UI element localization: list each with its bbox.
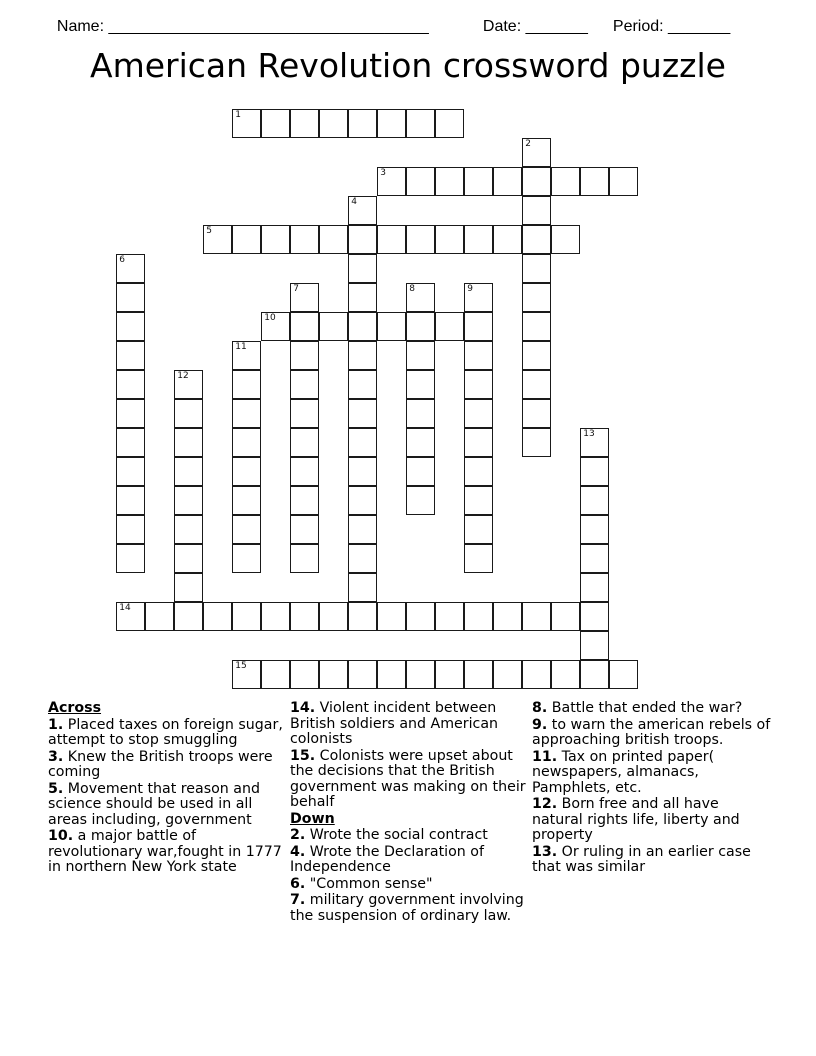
grid-cell[interactable] bbox=[290, 486, 319, 515]
grid-cell[interactable] bbox=[348, 196, 377, 225]
clue-text: Violent incident between British soldiers and American colonists bbox=[290, 700, 499, 747]
grid-cell[interactable] bbox=[319, 225, 348, 254]
grid-cell[interactable] bbox=[174, 602, 203, 631]
grid-cell[interactable] bbox=[551, 660, 580, 689]
grid-cell[interactable] bbox=[609, 660, 638, 689]
grid-cell[interactable] bbox=[580, 457, 609, 486]
across-heading: Across bbox=[48, 700, 102, 716]
grid-cell[interactable] bbox=[522, 283, 551, 312]
grid-cell[interactable] bbox=[232, 399, 261, 428]
clue-text: a major battle of revolutionary war,fought in 1777 in northern New York state bbox=[48, 828, 282, 875]
grid-cell[interactable] bbox=[580, 631, 609, 660]
grid-cell[interactable] bbox=[232, 544, 261, 573]
grid-cell[interactable] bbox=[377, 312, 406, 341]
grid-cell[interactable] bbox=[580, 660, 609, 689]
clue-across-10 bbox=[48, 829, 288, 876]
grid-cell[interactable] bbox=[319, 660, 348, 689]
grid-cell[interactable] bbox=[464, 515, 493, 544]
grid-cell[interactable] bbox=[232, 515, 261, 544]
grid-cell[interactable] bbox=[319, 312, 348, 341]
grid-cell[interactable] bbox=[116, 254, 145, 283]
clue-across-3 bbox=[48, 750, 288, 781]
grid-cell[interactable] bbox=[116, 312, 145, 341]
grid-cell[interactable] bbox=[232, 486, 261, 515]
grid-cell[interactable] bbox=[174, 399, 203, 428]
grid-cell[interactable] bbox=[232, 428, 261, 457]
period-header bbox=[604, 0, 730, 36]
grid-cell[interactable] bbox=[348, 283, 377, 312]
grid-cell[interactable] bbox=[551, 602, 580, 631]
grid-cell[interactable] bbox=[348, 225, 377, 254]
grid-cell[interactable] bbox=[522, 196, 551, 225]
grid-cell[interactable] bbox=[290, 660, 319, 689]
clue-down-9 bbox=[532, 718, 772, 749]
clue-text: Or ruling in an earlier case that was similar bbox=[532, 843, 751, 875]
clue-text: Placed taxes on foreign sugar, attempt to stop smuggling bbox=[48, 716, 283, 748]
grid-cell[interactable] bbox=[406, 602, 435, 631]
grid-cell[interactable] bbox=[348, 428, 377, 457]
clue-down-12 bbox=[532, 797, 772, 844]
clue-down-11 bbox=[532, 750, 772, 797]
clue-number: 2. bbox=[290, 827, 306, 843]
grid-cell[interactable] bbox=[116, 457, 145, 486]
grid-cell[interactable] bbox=[406, 428, 435, 457]
clue-text: Wrote the Declaration of Independence bbox=[290, 843, 484, 875]
grid-cell[interactable] bbox=[406, 486, 435, 515]
clue-text: to warn the american rebels of approaching british troops. bbox=[532, 716, 771, 748]
grid-cell[interactable] bbox=[406, 399, 435, 428]
grid-cell[interactable] bbox=[290, 515, 319, 544]
grid-cell[interactable] bbox=[493, 167, 522, 196]
grid-cell[interactable] bbox=[348, 660, 377, 689]
grid-cell[interactable] bbox=[464, 660, 493, 689]
grid-cell[interactable] bbox=[580, 544, 609, 573]
grid-cell[interactable] bbox=[232, 457, 261, 486]
grid-cell[interactable] bbox=[116, 341, 145, 370]
grid-cell[interactable] bbox=[522, 428, 551, 457]
grid-cell[interactable] bbox=[116, 602, 145, 631]
grid-cell[interactable] bbox=[348, 486, 377, 515]
grid-cell[interactable] bbox=[580, 167, 609, 196]
grid-cell[interactable] bbox=[348, 515, 377, 544]
grid-cell[interactable] bbox=[406, 167, 435, 196]
clue-number: 8. bbox=[532, 700, 548, 716]
grid-cell[interactable] bbox=[580, 428, 609, 457]
grid-cell[interactable] bbox=[348, 457, 377, 486]
grid-cell[interactable] bbox=[290, 312, 319, 341]
grid-cell[interactable] bbox=[116, 370, 145, 399]
grid-cell[interactable] bbox=[174, 515, 203, 544]
grid-cell[interactable] bbox=[551, 225, 580, 254]
grid-cell[interactable] bbox=[377, 660, 406, 689]
grid-cell[interactable] bbox=[203, 225, 232, 254]
grid-cell[interactable] bbox=[435, 660, 464, 689]
grid-cell[interactable] bbox=[406, 109, 435, 138]
clue-number: 4. bbox=[290, 843, 306, 860]
grid-cell[interactable] bbox=[116, 515, 145, 544]
grid-cell[interactable] bbox=[232, 660, 261, 689]
grid-cell[interactable] bbox=[580, 602, 609, 631]
grid-cell[interactable] bbox=[348, 544, 377, 573]
grid-cell[interactable] bbox=[493, 660, 522, 689]
grid-cell[interactable] bbox=[464, 341, 493, 370]
clue-number: 12. bbox=[532, 796, 558, 812]
clue-down-4 bbox=[290, 845, 526, 876]
clue-number: 1. bbox=[48, 716, 64, 733]
clue-number: 6. bbox=[290, 875, 306, 892]
grid-cell[interactable] bbox=[522, 138, 551, 167]
grid-cell[interactable] bbox=[290, 544, 319, 573]
grid-cell[interactable] bbox=[464, 312, 493, 341]
grid-cell[interactable] bbox=[464, 486, 493, 515]
grid-cell[interactable] bbox=[319, 109, 348, 138]
grid-cell[interactable] bbox=[203, 602, 232, 631]
grid-cell[interactable] bbox=[232, 341, 261, 370]
grid-cell[interactable] bbox=[435, 109, 464, 138]
clues-column-1 bbox=[48, 701, 288, 877]
grid-cell[interactable] bbox=[290, 109, 319, 138]
grid-cell[interactable] bbox=[464, 225, 493, 254]
grid-cell[interactable] bbox=[116, 544, 145, 573]
grid-cell[interactable] bbox=[406, 283, 435, 312]
grid-cell[interactable] bbox=[377, 602, 406, 631]
grid-cell[interactable] bbox=[522, 225, 551, 254]
grid-cell[interactable] bbox=[609, 167, 638, 196]
grid-cell[interactable] bbox=[261, 602, 290, 631]
clue-down-8 bbox=[532, 701, 772, 717]
clue-number: 15. bbox=[290, 747, 316, 764]
cell-number: 14 bbox=[119, 603, 131, 614]
cell-number: 3 bbox=[380, 168, 386, 179]
grid-cell[interactable] bbox=[464, 283, 493, 312]
clue-number: 5. bbox=[48, 780, 64, 797]
grid-cell[interactable] bbox=[522, 167, 551, 196]
grid-cell[interactable] bbox=[348, 254, 377, 283]
grid-cell[interactable] bbox=[522, 312, 551, 341]
grid-cell[interactable] bbox=[464, 544, 493, 573]
clue-text: Movement that reason and science should be used in all areas including, government bbox=[48, 780, 260, 828]
grid-cell[interactable] bbox=[145, 602, 174, 631]
grid-cell[interactable] bbox=[232, 370, 261, 399]
clue-across-14 bbox=[290, 701, 526, 748]
grid-cell[interactable] bbox=[348, 573, 377, 602]
clue-number: 10. bbox=[48, 828, 74, 844]
grid-cell[interactable] bbox=[290, 457, 319, 486]
grid-cell[interactable] bbox=[116, 486, 145, 515]
clue-text: Tax on printed paper( newspapers, almanacs, Pamphlets, etc. bbox=[532, 748, 715, 796]
grid-cell[interactable] bbox=[522, 341, 551, 370]
grid-cell[interactable] bbox=[290, 399, 319, 428]
clue-text: "Common sense" bbox=[309, 875, 433, 892]
grid-cell[interactable] bbox=[464, 399, 493, 428]
grid-cell[interactable] bbox=[377, 109, 406, 138]
grid-cell[interactable] bbox=[377, 225, 406, 254]
clues-column-2 bbox=[290, 701, 526, 925]
grid-cell[interactable] bbox=[580, 486, 609, 515]
cell-number: 11 bbox=[235, 342, 247, 353]
clue-down-2 bbox=[290, 828, 526, 844]
grid-cell[interactable] bbox=[464, 602, 493, 631]
clue-text: military government involving the suspension of ordinary law. bbox=[290, 892, 524, 924]
grid-cell[interactable] bbox=[174, 544, 203, 573]
clue-text: Born free and all have natural rights life, liberty and property bbox=[532, 796, 740, 843]
grid-cell[interactable] bbox=[435, 225, 464, 254]
grid-cell[interactable] bbox=[435, 312, 464, 341]
grid-cell[interactable] bbox=[580, 573, 609, 602]
grid-cell[interactable] bbox=[232, 225, 261, 254]
clue-across-1 bbox=[48, 718, 288, 749]
clue-number: 9. bbox=[532, 716, 548, 733]
cell-number: 12 bbox=[177, 371, 189, 382]
grid-cell[interactable] bbox=[261, 109, 290, 138]
clue-number: 7. bbox=[290, 892, 306, 908]
grid-cell[interactable] bbox=[522, 399, 551, 428]
grid-cell[interactable] bbox=[348, 370, 377, 399]
grid-cell[interactable] bbox=[290, 283, 319, 312]
grid-cell[interactable] bbox=[464, 457, 493, 486]
grid-cell[interactable] bbox=[522, 370, 551, 399]
grid-cell[interactable] bbox=[406, 312, 435, 341]
clue-number: 14. bbox=[290, 700, 316, 716]
clue-down-13 bbox=[532, 845, 772, 876]
grid-cell[interactable] bbox=[174, 486, 203, 515]
grid-cell[interactable] bbox=[435, 602, 464, 631]
grid-cell[interactable] bbox=[377, 167, 406, 196]
cell-number: 4 bbox=[351, 197, 357, 208]
grid-cell[interactable] bbox=[290, 370, 319, 399]
grid-cell[interactable] bbox=[406, 341, 435, 370]
grid-cell[interactable] bbox=[522, 660, 551, 689]
grid-cell[interactable] bbox=[232, 109, 261, 138]
student-info-header bbox=[48, 0, 429, 36]
grid-cell[interactable] bbox=[493, 225, 522, 254]
page-title: American Revolution crossword puzzle bbox=[90, 46, 726, 85]
grid-cell[interactable] bbox=[348, 312, 377, 341]
cell-number: 15 bbox=[235, 661, 247, 672]
clue-text: Wrote the social contract bbox=[309, 827, 488, 843]
grid-cell[interactable] bbox=[348, 602, 377, 631]
grid-cell[interactable] bbox=[116, 428, 145, 457]
grid-cell[interactable] bbox=[232, 602, 261, 631]
grid-cell[interactable] bbox=[406, 370, 435, 399]
grid-cell[interactable] bbox=[551, 167, 580, 196]
clue-across-15 bbox=[290, 749, 526, 811]
clue-text: Colonists were upset about the decisions that the British government was making on their behalf bbox=[290, 747, 526, 810]
cell-number: 1 bbox=[235, 110, 241, 121]
grid-cell[interactable] bbox=[174, 370, 203, 399]
down-heading: Down bbox=[290, 810, 335, 827]
grid-cell[interactable] bbox=[261, 225, 290, 254]
clue-down-7 bbox=[290, 893, 526, 924]
clue-number: 13. bbox=[532, 843, 558, 860]
grid-cell[interactable] bbox=[493, 602, 522, 631]
grid-cell[interactable] bbox=[348, 109, 377, 138]
grid-cell[interactable] bbox=[116, 399, 145, 428]
clue-text: Battle that ended the war? bbox=[551, 700, 743, 716]
grid-cell[interactable] bbox=[580, 515, 609, 544]
grid-cell[interactable] bbox=[290, 602, 319, 631]
cell-number: 6 bbox=[119, 255, 125, 266]
grid-cell[interactable] bbox=[406, 457, 435, 486]
grid-cell[interactable] bbox=[464, 370, 493, 399]
cell-number: 10 bbox=[264, 313, 276, 324]
grid-cell[interactable] bbox=[522, 254, 551, 283]
clue-number: 11. bbox=[532, 748, 558, 765]
clue-across-5 bbox=[48, 782, 288, 829]
grid-cell[interactable] bbox=[174, 428, 203, 457]
grid-cell[interactable] bbox=[174, 457, 203, 486]
grid-cell[interactable] bbox=[348, 399, 377, 428]
cell-number: 5 bbox=[206, 226, 212, 237]
clue-number: 3. bbox=[48, 748, 64, 765]
cell-number: 9 bbox=[467, 284, 473, 295]
cell-number: 8 bbox=[409, 284, 415, 295]
grid-cell[interactable] bbox=[464, 428, 493, 457]
cell-number: 2 bbox=[525, 139, 531, 150]
grid-cell[interactable] bbox=[406, 225, 435, 254]
grid-cell[interactable] bbox=[290, 428, 319, 457]
grid-cell[interactable] bbox=[261, 660, 290, 689]
grid-cell[interactable] bbox=[319, 602, 348, 631]
grid-cell[interactable] bbox=[435, 167, 464, 196]
grid-cell[interactable] bbox=[290, 341, 319, 370]
cell-number: 13 bbox=[583, 429, 595, 440]
grid-cell[interactable] bbox=[116, 283, 145, 312]
grid-cell[interactable] bbox=[522, 602, 551, 631]
grid-cell[interactable] bbox=[290, 225, 319, 254]
name-field[interactable]: Name: ____________________________________ bbox=[56, 18, 429, 35]
cell-number: 7 bbox=[293, 284, 299, 295]
grid-cell[interactable] bbox=[464, 167, 493, 196]
date-header bbox=[474, 0, 588, 36]
grid-cell[interactable] bbox=[174, 573, 203, 602]
period-field[interactable]: Period: _______ bbox=[612, 18, 731, 35]
grid-cell[interactable] bbox=[406, 660, 435, 689]
grid-cell[interactable] bbox=[348, 341, 377, 370]
clue-text: Knew the British troops were coming bbox=[48, 748, 273, 780]
date-field[interactable]: Date: _______ bbox=[482, 18, 588, 35]
grid-cell[interactable] bbox=[261, 312, 290, 341]
clue-down-6 bbox=[290, 877, 526, 893]
clues-column-3 bbox=[532, 701, 772, 877]
